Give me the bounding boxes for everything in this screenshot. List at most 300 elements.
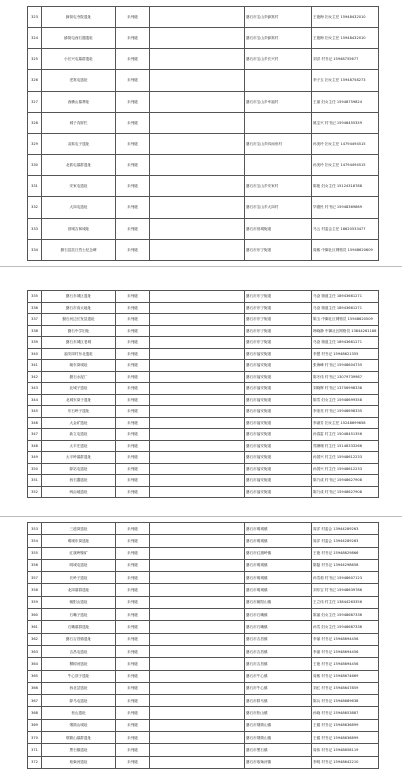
table-row (28, 440, 379, 452)
contact-person-cell: 李奎亮 村书记 15948698335 (312, 406, 379, 418)
responsible-unit-cell: 磐石市宝山乡幸福村 (245, 91, 312, 112)
responsible-unit-cell: 磐石市石嘴镇 (245, 609, 312, 621)
responsible-unit-cell: 磐石市福安街道 (245, 371, 312, 383)
admin-unit-cell (150, 596, 245, 608)
site-name-cell: 两亩地遗址 (42, 486, 116, 498)
table-row (28, 523, 379, 535)
table-row (28, 452, 379, 464)
site-name-cell: 北狐屯墓群遗址 (42, 155, 116, 176)
contact-person-cell: 姚宝兴 村书记 15948455359 (312, 112, 379, 133)
site-name-cell: 大岗屯遗址 (42, 197, 116, 218)
admin-unit-cell (150, 756, 245, 768)
admin-unit-cell (150, 695, 245, 707)
table-row (28, 28, 379, 49)
site-name-cell: 驿站屯遗址 (42, 463, 116, 475)
site-name-cell: 老窝屯遗址 (42, 70, 116, 91)
responsible-unit-cell: 磐石市福安街道 (245, 360, 312, 372)
protection-level-cell: 未列级 (116, 732, 150, 744)
site-name-cell: 城子沟屏栏 (42, 112, 116, 133)
row-number-cell: 328 (28, 112, 42, 133)
responsible-unit-cell: 磐石市福安街道 (245, 429, 312, 441)
admin-unit-cell (150, 337, 245, 349)
contact-person-cell: 周洋 村委会 13944289263 (312, 523, 379, 535)
admin-unit-cell (150, 112, 245, 133)
contact-person-cell: 马奋 街道主任 18943661271 (312, 302, 379, 314)
row-number-cell: 347 (28, 429, 42, 441)
protection-level-cell: 未列级 (116, 707, 150, 719)
row-number-cell: 349 (28, 452, 42, 464)
protection-level-cell: 未列级 (116, 609, 150, 621)
responsible-unit-cell (245, 70, 312, 91)
site-name-cell: 明城屯遗址 (42, 559, 116, 571)
admin-unit-cell (150, 176, 245, 197)
protection-level-cell: 未列级 (116, 360, 150, 372)
table-row (28, 621, 379, 633)
protection-level-cell: 未列级 (116, 584, 150, 596)
responsible-unit-cell: 磐石市烟筒山镇 (245, 732, 312, 744)
site-name-cell: 松山遗址 (42, 707, 116, 719)
admin-unit-cell (150, 133, 245, 154)
row-number-cell: 358 (28, 584, 42, 596)
site-name-cell: 安家屯遗址 (42, 176, 116, 197)
protection-level-cell: 未列级 (116, 452, 150, 464)
table-row (28, 91, 379, 112)
table-row (28, 732, 379, 744)
admin-unit-cell (150, 28, 245, 49)
responsible-unit-cell: 磐石市营城街道 (245, 218, 312, 239)
contact-person-cell: 刘洪 村书记 15948755677 (312, 49, 379, 70)
protection-level-cell: 未列级 (116, 633, 150, 645)
table-row (28, 49, 379, 70)
row-number-cell: 332 (28, 197, 42, 218)
site-name-cell: 磐石水泥厂 (42, 371, 116, 383)
site-name-cell: 烟筒山墓群遗址 (42, 732, 116, 744)
site-name-cell: 蜂窝屯西石器遗址 (42, 28, 116, 49)
row-number-cell: 368 (28, 707, 42, 719)
protection-level-cell: 未列级 (116, 155, 150, 176)
responsible-unit-cell: 磐石市东宁街道 (245, 325, 312, 337)
admin-unit-cell (150, 406, 245, 418)
row-number-cell: 339 (28, 337, 42, 349)
site-name-cell: 新立屯遗址 (42, 429, 116, 441)
row-number-cell: 356 (28, 559, 42, 571)
protection-level-cell: 未列级 (116, 348, 150, 360)
row-number-cell: 344 (28, 394, 42, 406)
protection-level-cell: 未列级 (116, 133, 150, 154)
contact-person-cell: 孙晓 村书记 15948653887 (312, 707, 379, 719)
site-name-cell: 磐石中学旧址 (42, 325, 116, 337)
admin-unit-cell (150, 452, 245, 464)
site-name-cell: 北城子遗址 (42, 383, 116, 395)
table-row (28, 360, 379, 372)
responsible-unit-cell: 磐石市福安街道 (245, 383, 312, 395)
admin-unit-cell (150, 744, 245, 756)
responsible-unit-cell: 磐石市东宁街道 (245, 302, 312, 314)
contact-person-cell: 孙美玲 妇女主任 14794494515 (312, 133, 379, 154)
row-number-cell: 353 (28, 523, 42, 535)
responsible-unit-cell: 磐石市东宁街道 (245, 239, 312, 260)
contact-person-cell: 王健 村书记 15948636899 (312, 719, 379, 731)
responsible-unit-cell: 磐石市吉昌镇 (245, 658, 312, 670)
table-row (28, 112, 379, 133)
responsible-unit-cell: 磐石市东宁街道 (245, 291, 312, 303)
responsible-unit-cell: 磐石市福安街道 (245, 348, 312, 360)
admin-unit-cell (150, 91, 245, 112)
site-name-cell: 双狐屯子遗址 (42, 133, 116, 154)
protection-level-cell: 未列级 (116, 49, 150, 70)
protection-level-cell: 未列级 (116, 417, 150, 429)
contact-person-cell: 郑珊珊 村主任 15148333266 (312, 440, 379, 452)
site-name-cell: 太平庄遗址 (42, 440, 116, 452)
site-name-cell: 营城吉林城址 (42, 218, 116, 239)
table-row (28, 239, 379, 260)
contact-person-cell: 马云 村委会主任 18620533477 (312, 218, 379, 239)
row-number-cell: 342 (28, 371, 42, 383)
site-name-cell: 驿马屯遗址 (42, 695, 116, 707)
admin-unit-cell (150, 440, 245, 452)
table-row (28, 417, 379, 429)
admin-unit-cell (150, 621, 245, 633)
responsible-unit-cell (245, 155, 312, 176)
site-name-cell: 牛心顶子遗址 (42, 670, 116, 682)
responsible-unit-cell: 磐石市明城镇 (245, 584, 312, 596)
responsible-unit-cell: 磐石市福安街道 (245, 406, 312, 418)
contact-person-cell: 李丽 村书记 15948694456 (312, 633, 379, 645)
protection-level-cell: 未列级 (116, 463, 150, 475)
responsible-unit-cell: 磐石市石嘴镇 (245, 621, 312, 633)
protection-level-cell: 未列级 (116, 621, 150, 633)
admin-unit-cell (150, 291, 245, 303)
table-row (28, 547, 379, 559)
site-name-cell: 三道岗遗址 (42, 523, 116, 535)
responsible-unit-cell: 磐石市宝山乡长兴村 (245, 49, 312, 70)
responsible-unit-cell: 磐石市明城镇 (245, 535, 312, 547)
responsible-unit-cell: 磐石市黑石镇 (245, 744, 312, 756)
responsible-unit-cell: 磐石市牛心镇 (245, 682, 312, 694)
protection-level-cell: 未列级 (116, 596, 150, 608)
protection-level-cell: 未列级 (116, 682, 150, 694)
row-number-cell: 331 (28, 176, 42, 197)
protection-level-cell: 未列级 (116, 523, 150, 535)
site-name-cell: 朝东岗城址 (42, 360, 116, 372)
table-row (28, 609, 379, 621)
protection-level-cell: 未列级 (116, 325, 150, 337)
contact-person-cell: 刘晓辉 村书记 13756998338 (312, 383, 379, 395)
site-name-cell: 取柴河遗址 (42, 756, 116, 768)
contact-person-cell: 陈乃成 村书记 15948627908 (312, 486, 379, 498)
row-number-cell: 348 (28, 440, 42, 452)
admin-unit-cell (150, 302, 245, 314)
site-name-cell: 小长兴屯墓群遗址 (42, 49, 116, 70)
row-number-cell: 363 (28, 645, 42, 657)
contact-person-cell: 李子玉 妇女主任 15948758273 (312, 70, 379, 91)
responsible-unit-cell: 磐石市烟筒山镇 (245, 719, 312, 731)
table-row (28, 302, 379, 314)
contact-person-cell: 陈丽 妇女主任 15948687336 (312, 609, 379, 621)
admin-unit-cell (150, 572, 245, 584)
admin-unit-cell (150, 535, 245, 547)
protection-level-cell: 未列级 (116, 559, 150, 571)
table-row (28, 155, 379, 176)
contact-person-cell: 周敏 村书记 15948674669 (312, 670, 379, 682)
table-row (28, 218, 379, 239)
table-row (28, 584, 379, 596)
responsible-unit-cell: 磐石市宝山乡蜂窝村 (245, 7, 312, 28)
row-number-cell: 333 (28, 218, 42, 239)
table-row (28, 348, 379, 360)
site-name-cell: 烟筒山城址 (42, 719, 116, 731)
table-row (28, 70, 379, 91)
table-row (28, 337, 379, 349)
row-number-cell: 350 (28, 463, 42, 475)
contact-person-cell: 毕德民 村书记 15948369869 (312, 197, 379, 218)
row-number-cell: 354 (28, 535, 42, 547)
table-row (28, 371, 379, 383)
protection-level-cell: 未列级 (116, 429, 150, 441)
responsible-unit-cell: 磐石市福安街道 (245, 475, 312, 487)
site-name-cell: 西北岔遗址 (42, 682, 116, 694)
table-row (28, 658, 379, 670)
site-name-cell: 朝阳山遗址 (42, 596, 116, 608)
contact-person-cell: 周伟 村书记 15948658119 (312, 744, 379, 756)
contact-person-cell: 孙春雷 村主任 15048451356 (312, 429, 379, 441)
responsible-unit-cell: 磐石市福安街道 (245, 463, 312, 475)
row-number-cell: 335 (28, 291, 42, 303)
table-row (28, 133, 379, 154)
table-row (28, 7, 379, 28)
responsible-unit-cell: 磐石市宝山乡蜂窝村 (245, 28, 312, 49)
contact-person-cell: 李明 村书记 15948642210 (312, 756, 379, 768)
admin-unit-cell (150, 371, 245, 383)
contact-person-cell: 周洋 村委会 13944289263 (312, 535, 379, 547)
row-number-cell: 330 (28, 155, 42, 176)
row-number-cell: 346 (28, 417, 42, 429)
row-number-cell: 325 (28, 49, 42, 70)
responsible-unit-cell: 磐石市福安街道 (245, 486, 312, 498)
admin-unit-cell (150, 682, 245, 694)
responsible-unit-cell: 磐石市福安街道 (245, 417, 312, 429)
protection-level-cell: 未列级 (116, 547, 150, 559)
site-name-cell: 北岗墓群遗址 (42, 584, 116, 596)
admin-unit-cell (150, 547, 245, 559)
table-page-3 (27, 522, 379, 769)
page-2 (0, 268, 402, 508)
site-name-cell: 吉昌屯遗址 (42, 645, 116, 657)
table-row (28, 406, 379, 418)
table-row (28, 719, 379, 731)
protection-level-cell: 未列级 (116, 719, 150, 731)
admin-unit-cell (150, 486, 245, 498)
row-number-cell: 366 (28, 682, 42, 694)
contact-person-cell: 王艳 村书记 15948629866 (312, 547, 379, 559)
site-name-cell: 太平岭墓群遗址 (42, 452, 116, 464)
row-number-cell: 364 (28, 658, 42, 670)
protection-level-cell: 未列级 (116, 112, 150, 133)
protection-level-cell: 未列级 (116, 440, 150, 452)
admin-unit-cell (150, 559, 245, 571)
row-number-cell: 329 (28, 133, 42, 154)
protection-level-cell: 未列级 (116, 314, 150, 326)
protection-level-cell: 未列级 (116, 572, 150, 584)
row-number-cell: 370 (28, 732, 42, 744)
table-row (28, 682, 379, 694)
protection-level-cell: 未列级 (116, 197, 150, 218)
table-page-2 (27, 290, 379, 498)
page-1 (0, 0, 402, 262)
row-number-cell: 334 (28, 239, 42, 260)
protection-level-cell: 未列级 (116, 670, 150, 682)
responsible-unit-cell: 磐石市明城镇 (245, 523, 312, 535)
admin-unit-cell (150, 463, 245, 475)
table-row (28, 535, 379, 547)
protection-level-cell: 未列级 (116, 535, 150, 547)
site-name-cell: 石嘴子遗址 (42, 609, 116, 621)
admin-unit-cell (150, 707, 245, 719)
table-row (28, 572, 379, 584)
table-row (28, 197, 379, 218)
site-name-cell: 黑石镇遗址 (42, 744, 116, 756)
admin-unit-cell (150, 658, 245, 670)
row-number-cell: 345 (28, 406, 42, 418)
protection-level-cell: 未列级 (116, 91, 150, 112)
admin-unit-cell (150, 732, 245, 744)
responsible-unit-cell: 磐石市福安街道 (245, 440, 312, 452)
protection-level-cell: 未列级 (116, 176, 150, 197)
protection-level-cell: 未列级 (116, 337, 150, 349)
protection-level-cell: 未列级 (116, 239, 150, 260)
responsible-unit-cell: 磐石市福安街道 (245, 452, 312, 464)
protection-level-cell: 未列级 (116, 756, 150, 768)
admin-unit-cell (150, 70, 245, 91)
site-name-cell: 柳树河遗址 (42, 658, 116, 670)
contact-person-cell: 刘东宝 村书记 15948639786 (312, 584, 379, 596)
page-gap-1 (0, 266, 402, 267)
contact-person-cell: 陈冬伟 村书记 13079739987 (312, 371, 379, 383)
admin-unit-cell (150, 314, 245, 326)
site-name-cell: 大金矿遗址 (42, 417, 116, 429)
responsible-unit-cell: 磐石市东宁街道 (245, 314, 312, 326)
protection-level-cell: 未列级 (116, 218, 150, 239)
table-row (28, 176, 379, 197)
contact-person-cell: 李淑芳 妇女主任 15248699658 (312, 417, 379, 429)
table-row (28, 394, 379, 406)
contact-person-cell: 周敏 中御社区网格员 15948620609 (312, 239, 379, 260)
contact-person-cell: 王艳 村书记 15948694456 (312, 658, 379, 670)
table-page-1 (27, 6, 379, 261)
protection-level-cell: 未列级 (116, 744, 150, 756)
contact-person-cell: 孙美玲 妇女主任 14794494515 (312, 155, 379, 176)
admin-unit-cell (150, 645, 245, 657)
responsible-unit-cell: 磐石市取柴河镇 (245, 756, 312, 768)
row-number-cell: 326 (28, 70, 42, 91)
row-number-cell: 343 (28, 383, 42, 395)
site-name-cell: 西横山墓葬址 (42, 91, 116, 112)
responsible-unit-cell: 磐石市明城镇 (245, 559, 312, 571)
site-name-cell: 福安岗村东北遗址 (42, 348, 116, 360)
admin-unit-cell (150, 360, 245, 372)
responsible-unit-cell: 磐石市明城镇 (245, 572, 312, 584)
protection-level-cell: 未列级 (116, 28, 150, 49)
protection-level-cell: 未列级 (116, 7, 150, 28)
admin-unit-cell (150, 475, 245, 487)
contact-person-cell: 韩晓静 中御社区网格员 13844261188 (312, 325, 379, 337)
site-name-cell: 石嘴墓群遗址 (42, 621, 116, 633)
table-row (28, 475, 379, 487)
row-number-cell: 337 (28, 314, 42, 326)
protection-level-cell: 未列级 (116, 695, 150, 707)
admin-unit-cell (150, 218, 245, 239)
responsible-unit-cell: 磐石市吉昌镇 (245, 645, 312, 657)
responsible-unit-cell: 磐石市朝阳山镇 (245, 596, 312, 608)
row-number-cell: 336 (28, 302, 42, 314)
admin-unit-cell (150, 383, 245, 395)
protection-level-cell: 未列级 (116, 383, 150, 395)
row-number-cell: 362 (28, 633, 42, 645)
admin-unit-cell (150, 719, 245, 731)
admin-unit-cell (150, 155, 245, 176)
site-name-cell: 磐石县抗日烈士纪念碑 (42, 239, 116, 260)
contact-person-cell: 陈乃成 村书记 15948627908 (312, 475, 379, 487)
contact-person-cell: 陈兵 村书记 15948689638 (312, 695, 379, 707)
contact-person-cell: 王健 村书记 15948636899 (312, 732, 379, 744)
table-row (28, 670, 379, 682)
responsible-unit-cell: 磐石市宝山乡四间房村 (245, 133, 312, 154)
row-number-cell: 359 (28, 596, 42, 608)
protection-level-cell: 未列级 (116, 475, 150, 487)
responsible-unit-cell: 磐石市红旗岭镇 (245, 547, 312, 559)
responsible-unit-cell: 磐石市福安街道 (245, 394, 312, 406)
contact-person-cell: 马奋 街道主任 18943661271 (312, 291, 379, 303)
row-number-cell: 340 (28, 348, 42, 360)
contact-person-cell: 王艳梅 妇女主任 15948432010 (312, 7, 379, 28)
admin-unit-cell (150, 429, 245, 441)
table-row (28, 596, 379, 608)
row-number-cell: 360 (28, 609, 42, 621)
row-number-cell: 338 (28, 325, 42, 337)
admin-unit-cell (150, 49, 245, 70)
protection-level-cell: 未列级 (116, 486, 150, 498)
responsible-unit-cell: 磐石市松山镇 (245, 707, 312, 719)
site-name-cell: 明城东岗遗址 (42, 535, 116, 547)
contact-person-cell: 陈艳 妇女主任 15124318788 (312, 176, 379, 197)
contact-person-cell: 王艳梅 妇女主任 15948432010 (312, 28, 379, 49)
row-number-cell: 372 (28, 756, 42, 768)
responsible-unit-cell (245, 112, 312, 133)
site-name-cell: 红旗岭镍矿 (42, 547, 116, 559)
contact-person-cell: 陈玉 中御社区网格员 15948620509 (312, 314, 379, 326)
site-name-cell: 磐石河边长发县遗址 (42, 314, 116, 326)
admin-unit-cell (150, 584, 245, 596)
table-row (28, 744, 379, 756)
contact-person-cell: 王立伟 村主任 13844263356 (312, 596, 379, 608)
admin-unit-cell (150, 7, 245, 28)
table-row (28, 645, 379, 657)
admin-unit-cell (150, 633, 245, 645)
row-number-cell: 324 (28, 28, 42, 49)
table-row (28, 707, 379, 719)
responsible-unit-cell: 磐石市东宁街道 (245, 337, 312, 349)
table-row (28, 314, 379, 326)
contact-person-cell: 李慧 村书记 15948621355 (312, 348, 379, 360)
table-row (28, 291, 379, 303)
contact-person-cell: 孙国兴 村主任 15948612233 (312, 452, 379, 464)
site-name-cell: 磐石吉昌镇遗址 (42, 633, 116, 645)
responsible-unit-cell: 磐石市吉昌镇 (245, 633, 312, 645)
contact-person-cell: 陈磊 村书记 13944298658 (312, 559, 379, 571)
row-number-cell: 365 (28, 670, 42, 682)
admin-unit-cell (150, 609, 245, 621)
protection-level-cell: 未列级 (116, 645, 150, 657)
